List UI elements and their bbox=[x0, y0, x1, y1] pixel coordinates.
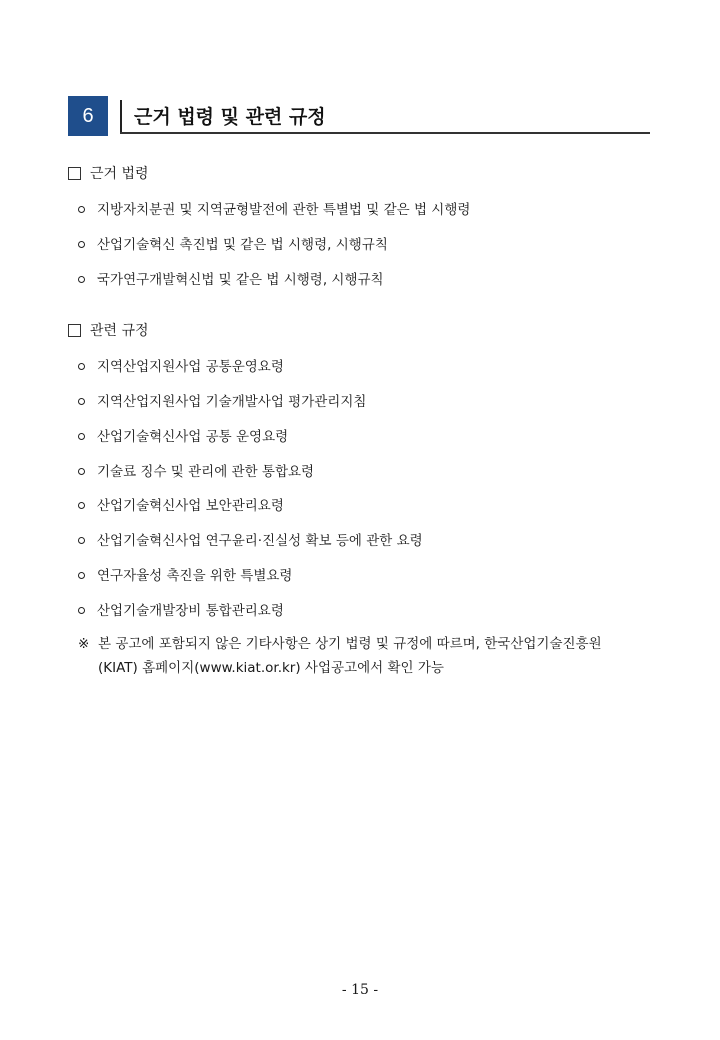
section-number: 6 bbox=[68, 96, 108, 136]
subsection-title: 관련 규정 bbox=[90, 323, 149, 339]
circle-bullet-icon bbox=[78, 206, 85, 213]
footnote-line-2: (KIAT) 홈페이지(www.kiat.or.kr) 사업공고에서 확인 가능 bbox=[98, 660, 444, 676]
list-item-text: 국가연구개발혁신법 및 같은 법 시행령, 시행규칙 bbox=[97, 272, 384, 288]
list-item bbox=[78, 233, 388, 253]
circle-bullet-icon bbox=[78, 241, 85, 248]
list-item bbox=[78, 529, 423, 549]
circle-bullet-icon bbox=[78, 398, 85, 405]
list-item bbox=[78, 425, 288, 445]
list-item-text: 연구자율성 촉진을 위한 특별요령 bbox=[97, 568, 293, 584]
list-item-text: 기술료 징수 및 관리에 관한 통합요령 bbox=[97, 464, 315, 480]
list-item bbox=[78, 198, 470, 218]
list-item bbox=[78, 564, 292, 584]
list-item-text: 산업기술혁신 촉진법 및 같은 법 시행령, 시행규칙 bbox=[97, 237, 388, 253]
header-divider bbox=[120, 100, 122, 132]
page-number: - 15 - bbox=[341, 982, 379, 998]
list-item-text: 지역산업지원사업 기술개발사업 평가관리지침 bbox=[97, 394, 367, 410]
list-item-text: 산업기술개발장비 통합관리요령 bbox=[97, 603, 284, 619]
square-bullet-icon bbox=[68, 167, 81, 180]
header-underline bbox=[120, 132, 650, 134]
square-bullet-icon bbox=[68, 324, 81, 337]
subsection-related-rules bbox=[68, 320, 149, 340]
circle-bullet-icon bbox=[78, 537, 85, 544]
reference-mark-icon: ※ bbox=[78, 636, 90, 652]
list-item-text: 산업기술혁신사업 공통 운영요령 bbox=[97, 429, 289, 445]
list-item-text: 지방자치분권 및 지역균형발전에 관한 특별법 및 같은 법 시행령 bbox=[97, 202, 471, 218]
section-header bbox=[68, 96, 650, 136]
circle-bullet-icon bbox=[78, 433, 85, 440]
circle-bullet-icon bbox=[78, 468, 85, 475]
list-item bbox=[78, 390, 366, 410]
footnote-line-1: 본 공고에 포함되지 않은 기타사항은 상기 법령 및 규정에 따르며, 한국산업기술진흥원 bbox=[98, 636, 602, 652]
list-item bbox=[78, 494, 284, 514]
circle-bullet-icon bbox=[78, 276, 85, 283]
list-item-text: 지역산업지원사업 공통운영요령 bbox=[97, 359, 284, 375]
circle-bullet-icon bbox=[78, 363, 85, 370]
list-item bbox=[78, 460, 314, 480]
list-item-text: 산업기술혁신사업 보안관리요령 bbox=[97, 498, 284, 514]
list-item-text: 산업기술혁신사업 연구윤리·진실성 확보 등에 관한 요령 bbox=[97, 533, 423, 549]
section-title: 근거 법령 및 관련 규정 bbox=[134, 106, 326, 128]
circle-bullet-icon bbox=[78, 502, 85, 509]
subsection-title: 근거 법령 bbox=[90, 166, 149, 182]
circle-bullet-icon bbox=[78, 607, 85, 614]
list-item bbox=[78, 599, 284, 619]
circle-bullet-icon bbox=[78, 572, 85, 579]
list-item bbox=[78, 268, 384, 288]
list-item bbox=[78, 355, 284, 375]
subsection-legal-basis bbox=[68, 163, 149, 183]
